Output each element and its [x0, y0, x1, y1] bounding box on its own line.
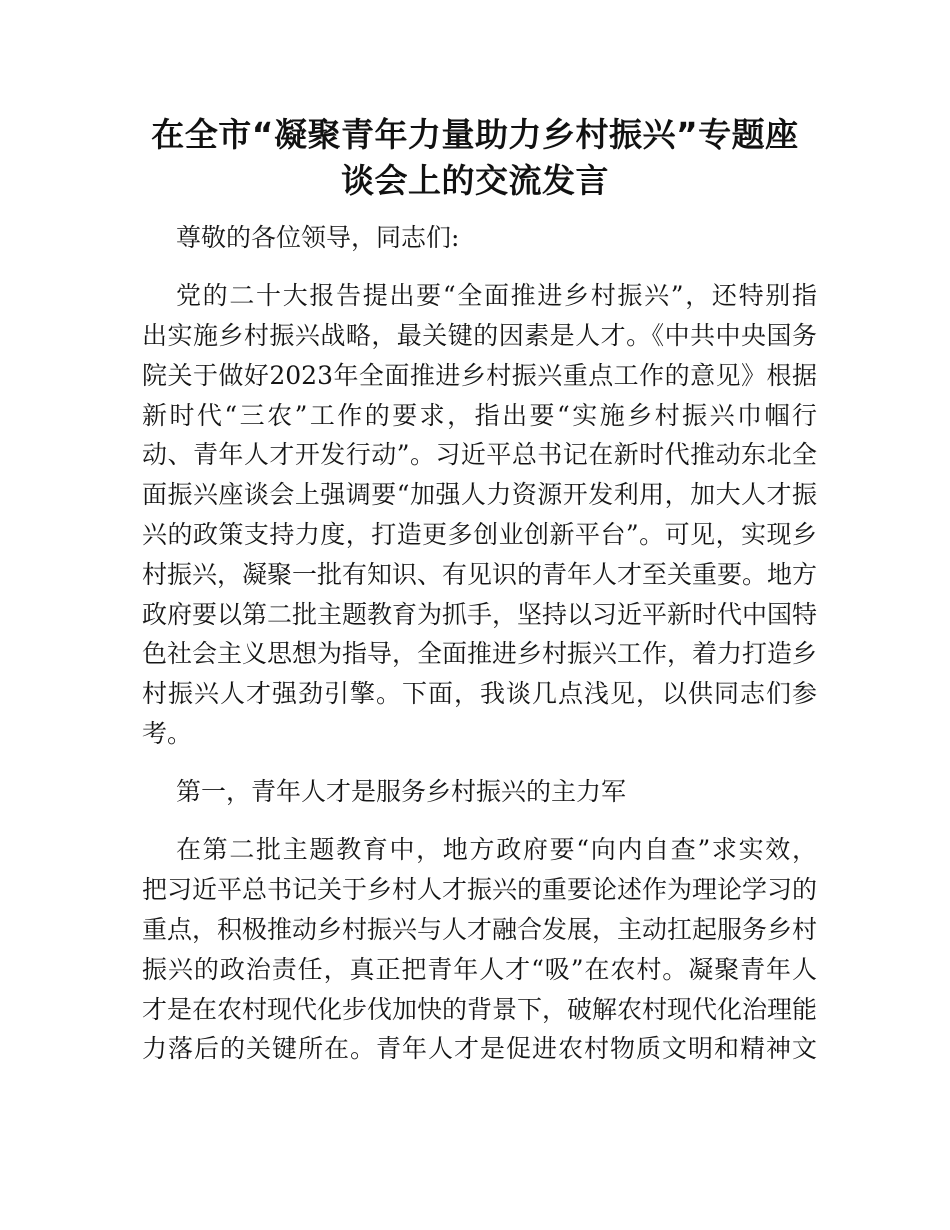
text-line: 重点，积极推动乡村振兴与人才融合发展，主动扛起服务乡村: [142, 914, 818, 944]
text-line: 村振兴，凝聚一批有知识、有见识的青年人才至关重要。地方: [142, 559, 818, 589]
text-line: 考。: [142, 718, 193, 748]
text-line: 才是在农村现代化步伐加快的背景下，破解农村现代化治理能: [142, 994, 818, 1024]
text-line: 院关于做好2023年全面推进乡村振兴重点工作的意见》根据: [142, 360, 817, 390]
text-line: 色社会主义思想为指导，全面推进乡村振兴工作，着力打造乡: [142, 639, 818, 669]
text-line: 尊敬的各位领导，同志们:: [176, 223, 460, 252]
text-line: 兴的政策支持力度，打造更多创业创新平台”。可见，实现乡: [142, 519, 817, 549]
text-line: 动、青年人才开发行动”。习近平总书记在新时代推动东北全: [142, 440, 817, 470]
body-paragraph: [142, 830, 817, 1069]
text-line: 面振兴座谈会上强调要“加强人力资源开发利用，加大人才振: [142, 480, 817, 510]
text-line: 在第二批主题教育中，地方政府要“向内自查”求实效，: [176, 835, 817, 865]
text-line: 新时代“三农”工作的要求，指出要“实施乡村振兴巾帼行: [142, 400, 817, 430]
text-line: 振兴的政治责任，真正把青年人才“吸”在农村。凝聚青年人: [142, 954, 817, 984]
salutation-paragraph: [142, 218, 817, 258]
section-heading: 第一，青年人才是服务乡村振兴的主力军: [176, 777, 627, 807]
title-line: 谈会上的交流发言: [341, 161, 609, 200]
document-body: [142, 218, 817, 1088]
text-line: 村振兴人才强劲引擎。下面，我谈几点浅见，以供同志们参: [142, 679, 817, 709]
document-title: [130, 112, 820, 204]
intro-paragraph: [142, 276, 817, 754]
text-line: 出实施乡村振兴战略，最关键的因素是人才。《中共中央国务: [142, 320, 817, 350]
text-line: 政府要以第二批主题教育为抓手，坚持以习近平新时代中国特: [142, 599, 818, 629]
text-line: 党的二十大报告提出要“全面推进乡村振兴”，还特别指: [176, 281, 817, 311]
text-line: 力落后的关键所在。青年人才是促进农村物质文明和精神文: [142, 1034, 817, 1064]
title-line: 在全市“凝聚青年力量助力乡村振兴”专题座: [151, 115, 799, 154]
text-line: 把习近平总书记关于乡村人才振兴的重要论述作为理论学习的: [142, 875, 818, 905]
section-heading-paragraph: [142, 772, 817, 812]
